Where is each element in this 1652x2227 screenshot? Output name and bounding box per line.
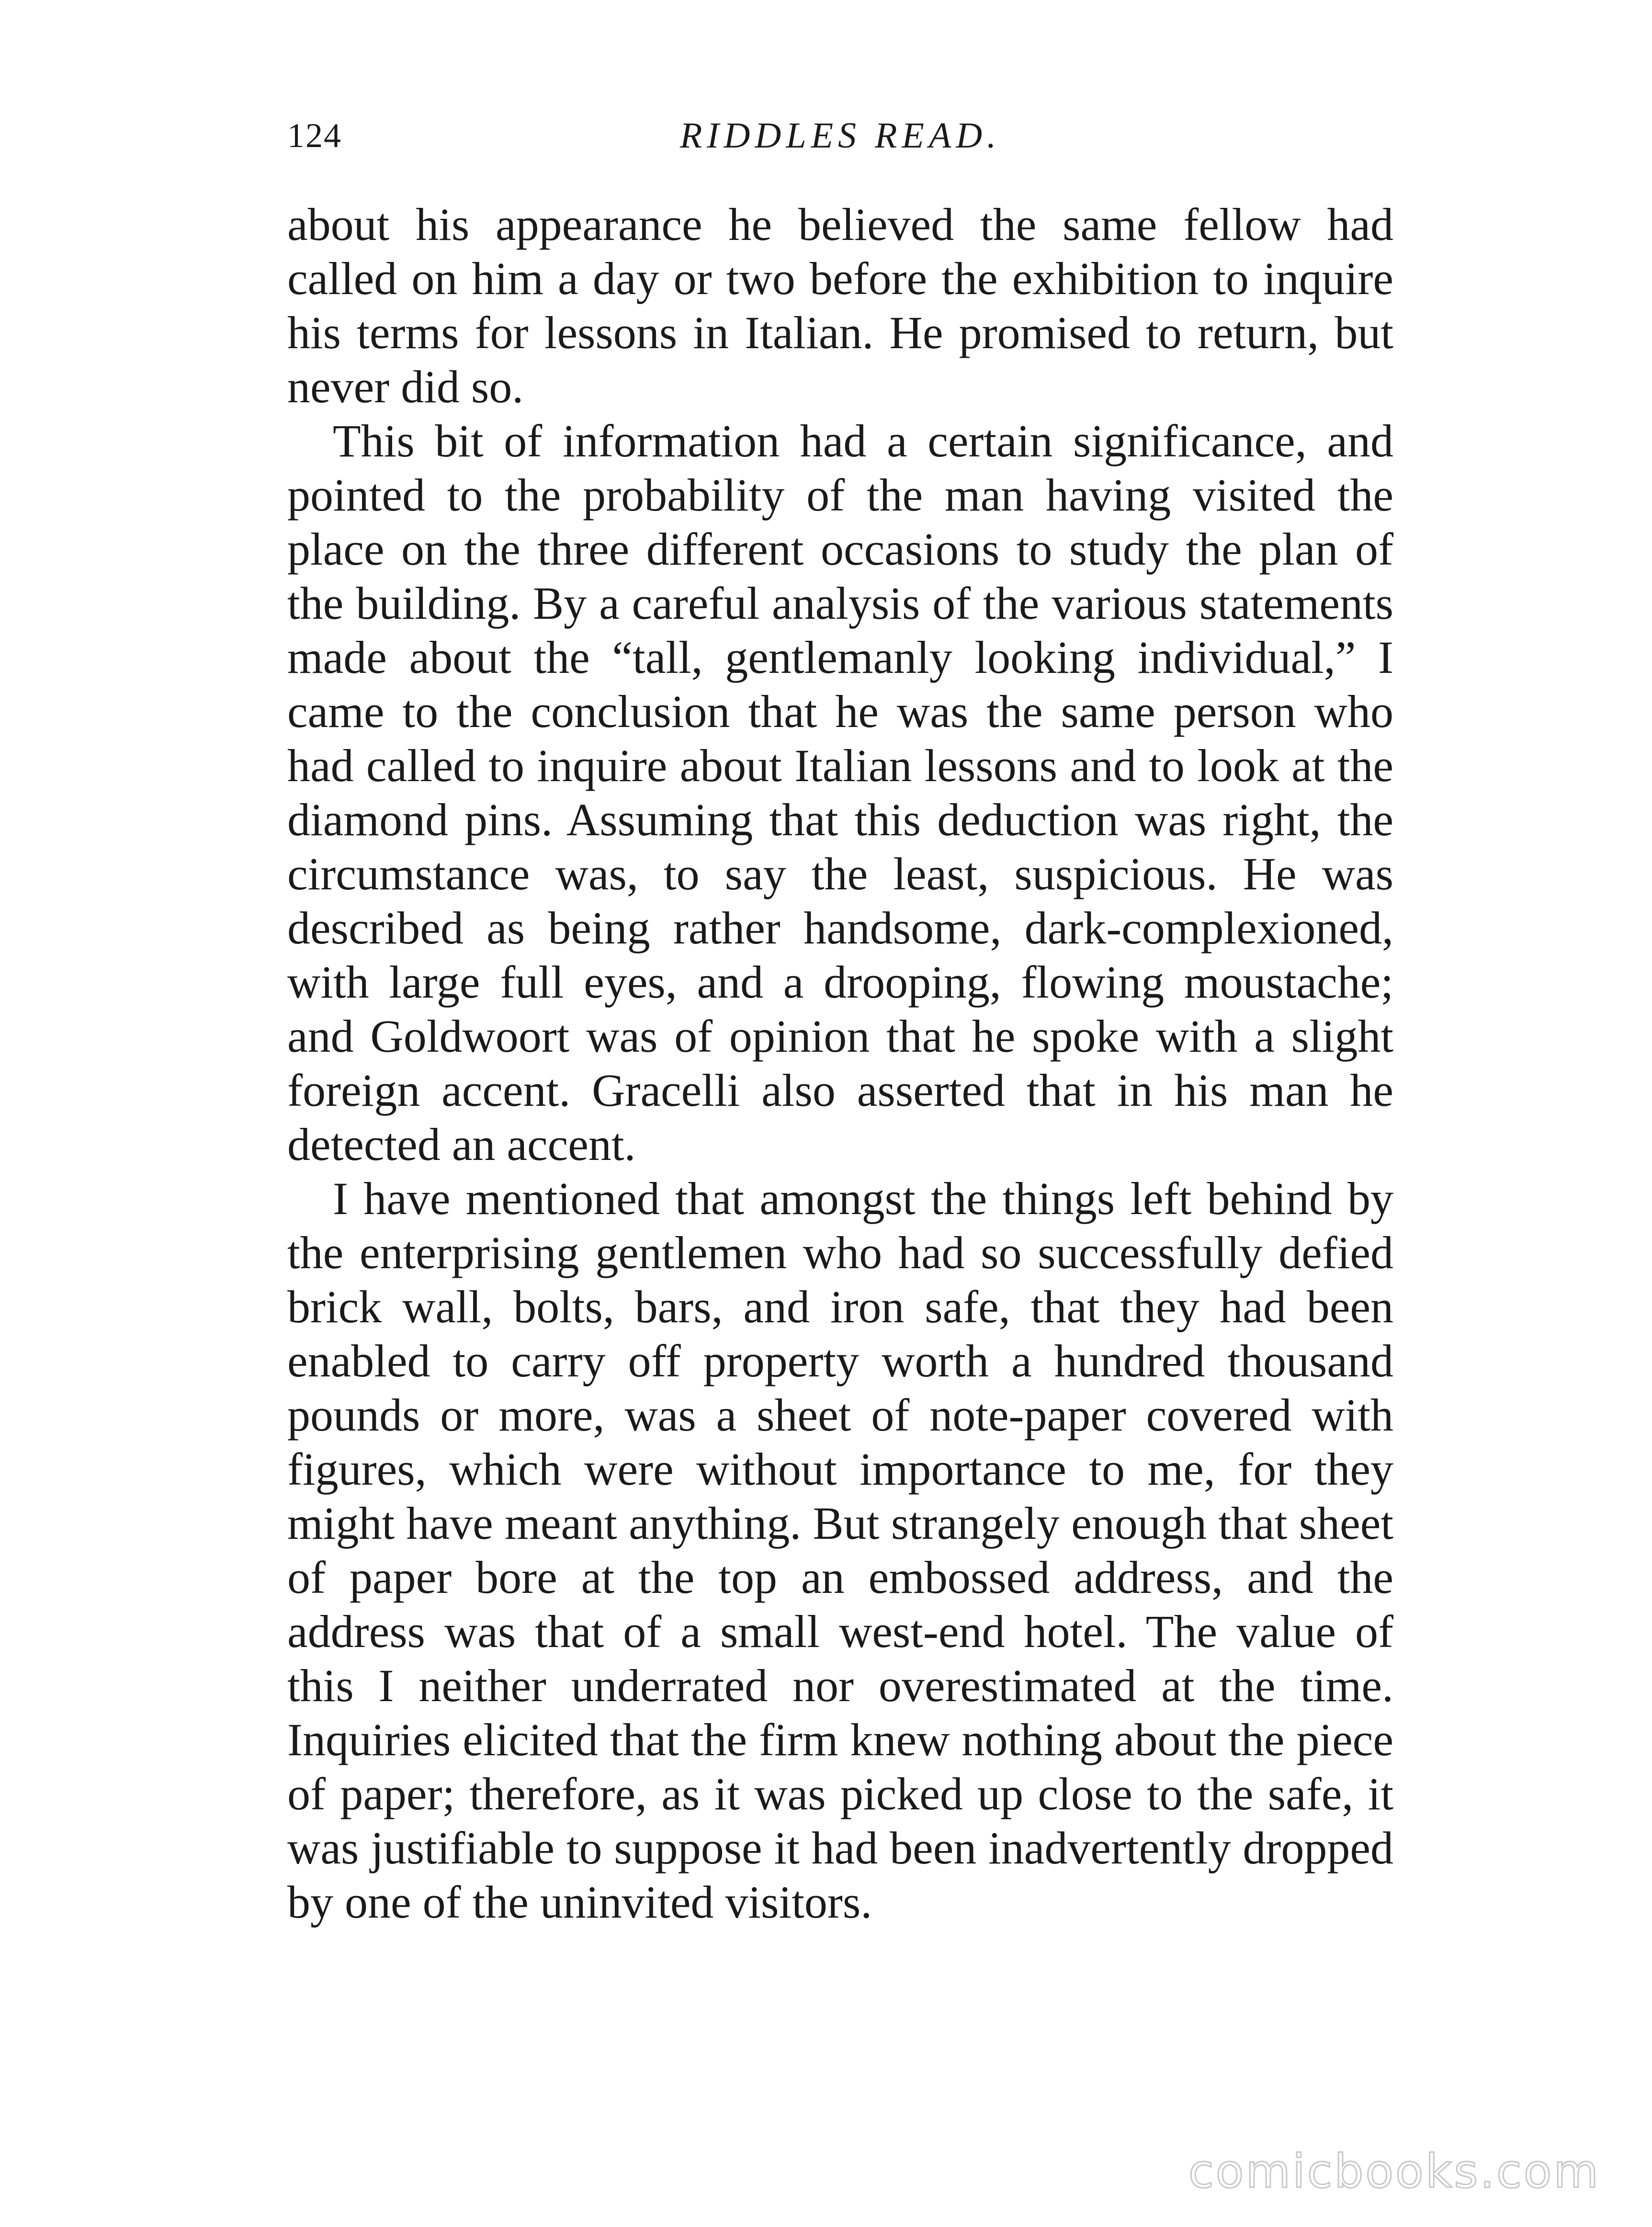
page-number: 124 [287, 116, 342, 155]
body-text [287, 197, 1393, 1929]
paragraph: This bit of information had a certain significance, and pointed to the probability of the man having visited the place on the three different occasions to study the plan of the building. By a careful analysis of the various statements made about the “tall, gentlemanly looking individual,” I came to the conclusion that he was the same person who had called to inquire about Italian lessons and to look at the diamond pins. Assuming that this deduction was right, the circumstance was, to say the least, suspicious. He was described as being rather handsome, dark-complexioned, with large full eyes, and a drooping, flowing moustache; and Goldwoort was of opinion that he spoke with a slight foreign accent. Gracelli also asserted that in his man he detected an accent. [287, 415, 1393, 1170]
page-header [287, 109, 1393, 162]
paragraph-continued: about his appearance he believed the same fellow had called on him a day or two before the exhibition to inquire his terms for lessons in Italian. He promised to return, but never did so. [287, 199, 1393, 412]
site-watermark: comicbooks.com [1188, 2145, 1600, 2198]
paragraph: I have mentioned that amongst the things left behind by the enterprising gentlemen who had so successfully defied brick wall, bolts, bars, and iron safe, that they had been enabled to carry off property worth a hundred thousand pounds or more, was a sheet of note-paper covered with figures, which were without importance to me, for they might have meant anything. But strangely enough that sheet of paper bore at the top an embossed address, and the address was that of a small west-end hotel. The value of this I neither underrated nor overestimated at the time. Inquiries elicited that the firm knew nothing about the piece of paper; therefore, as it was picked up close to the safe, it was justifiable to suppose it had been inadvertently dropped by one of the uninvited visitors. [287, 1173, 1393, 1928]
running-title: RIDDLES READ. [679, 115, 1001, 156]
